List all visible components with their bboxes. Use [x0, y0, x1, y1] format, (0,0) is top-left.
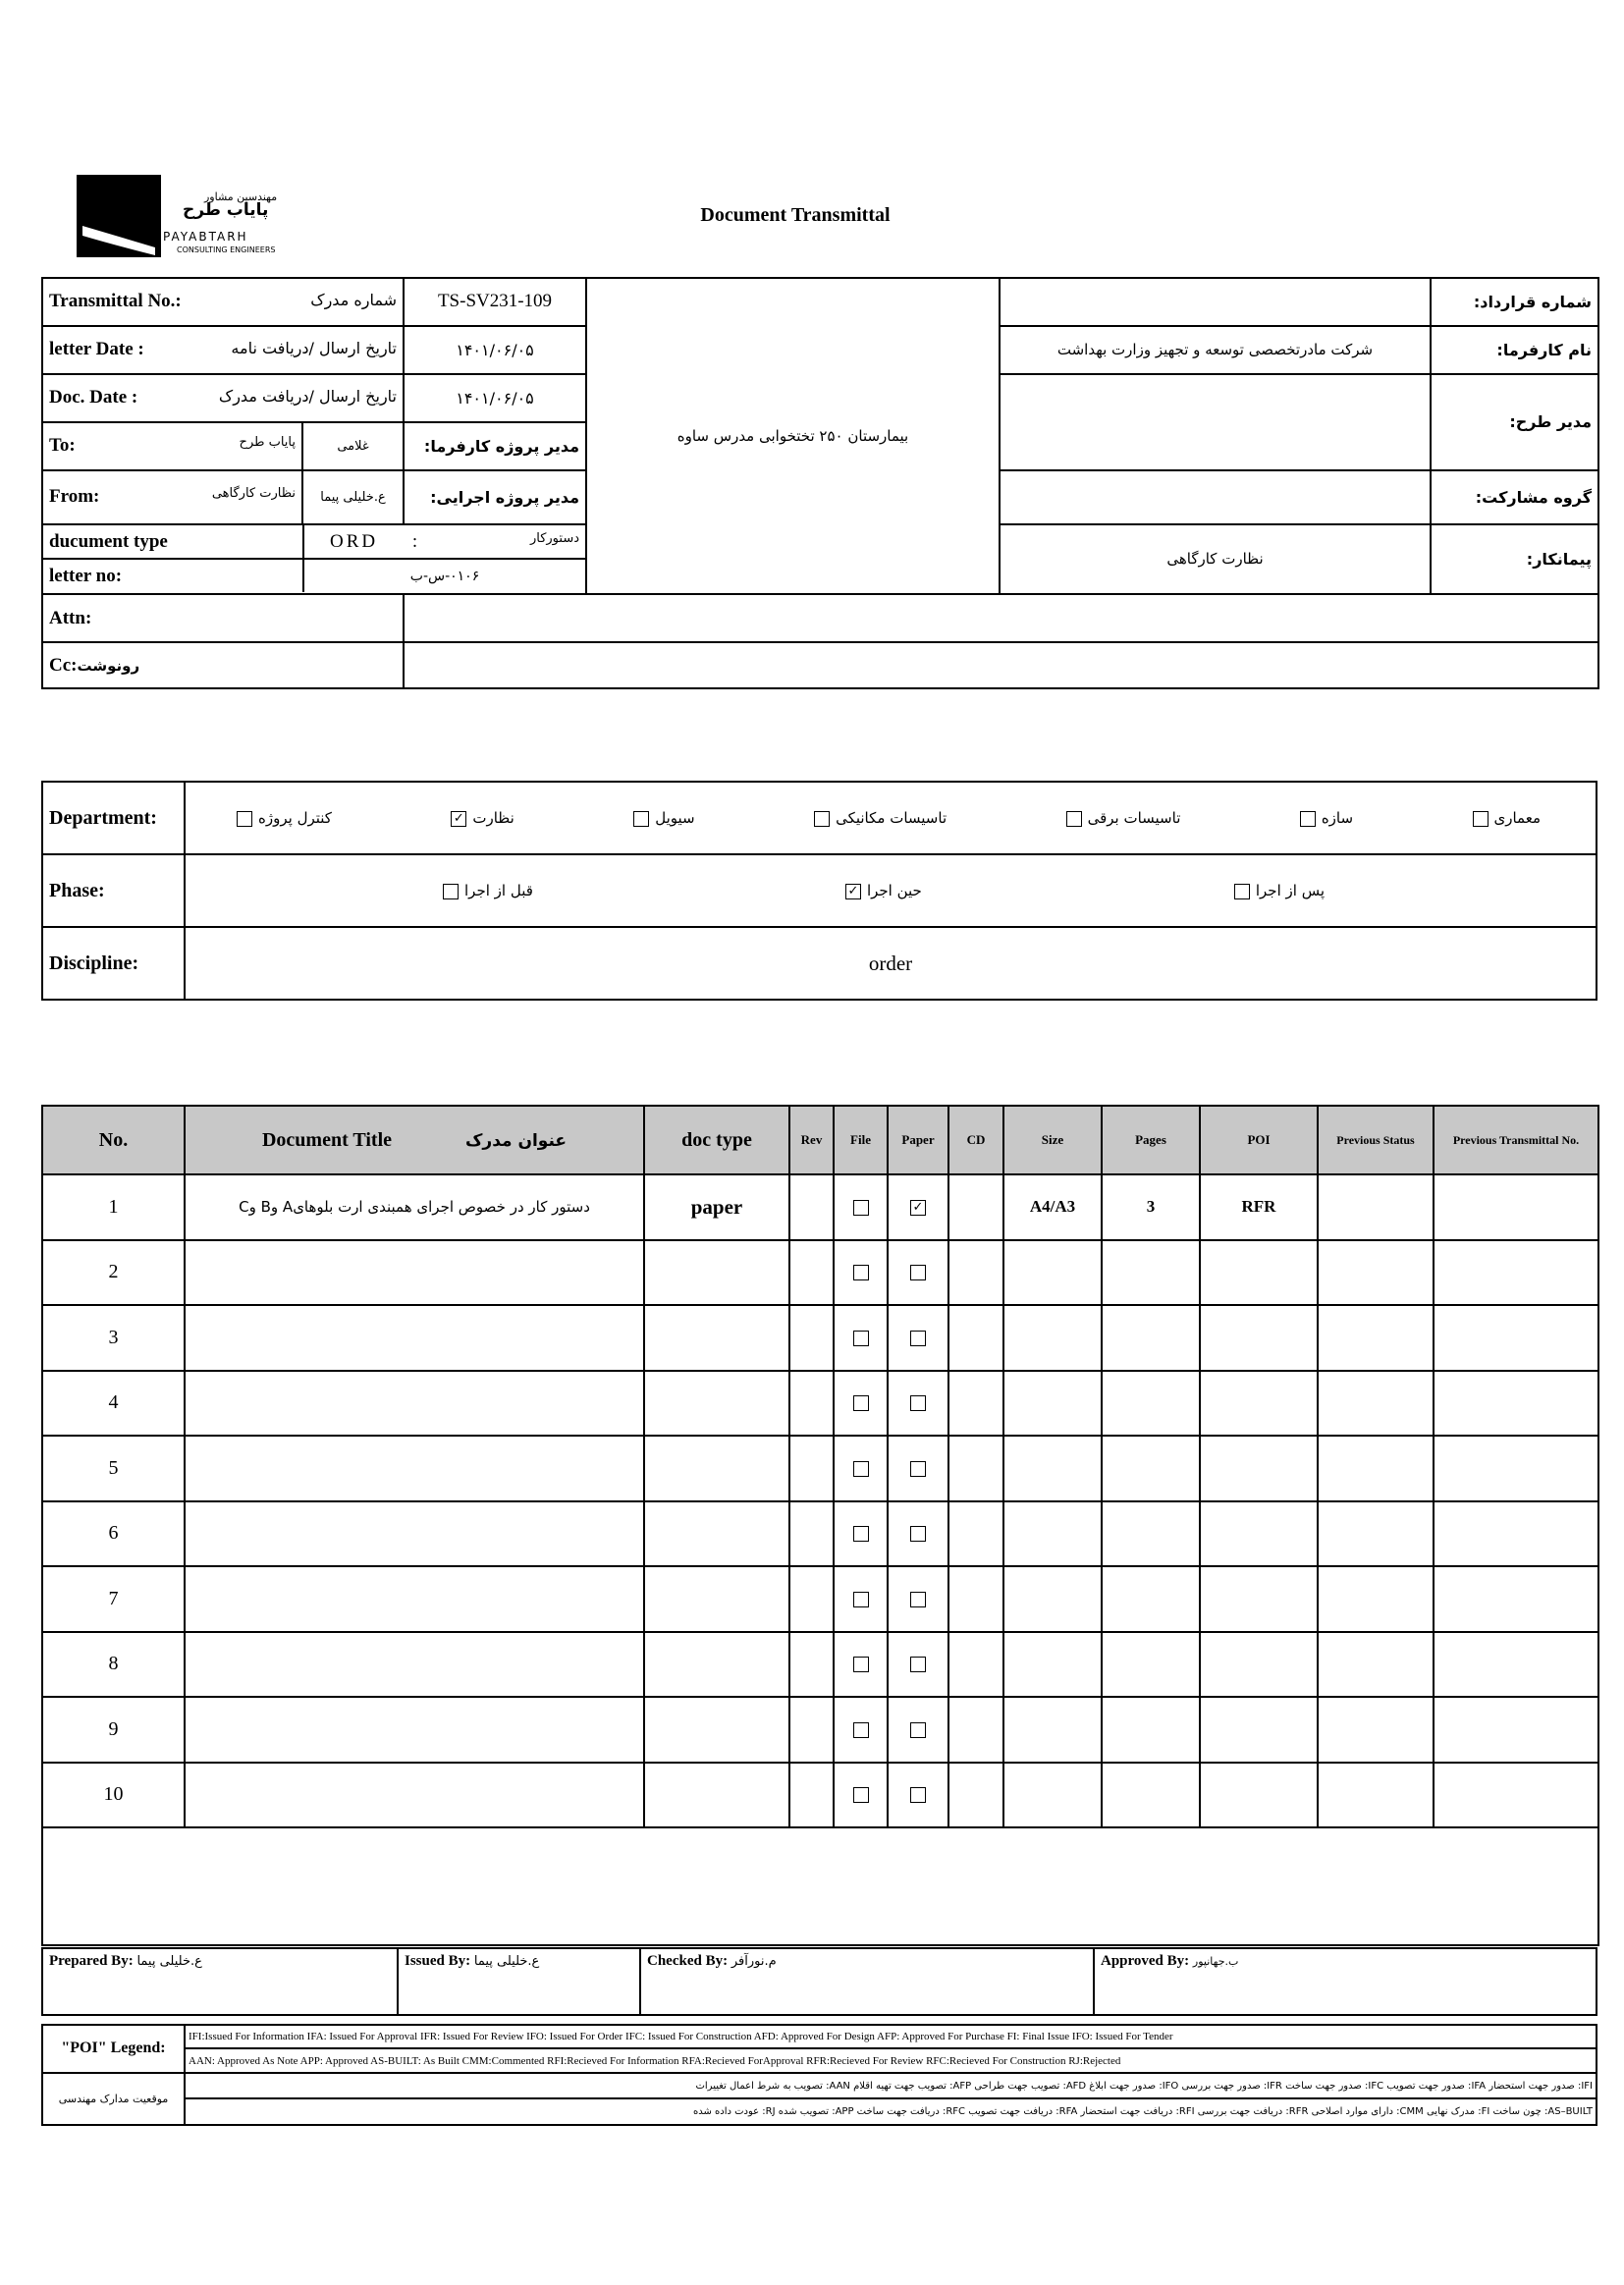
cell-paper[interactable] — [888, 1566, 948, 1632]
cell-size — [1003, 1501, 1102, 1567]
cell-pages: 3 — [1102, 1174, 1200, 1240]
cell-cd — [948, 1371, 1003, 1437]
cell-pages — [1102, 1566, 1200, 1632]
transmittal-no-label-cell — [42, 278, 404, 326]
sig-checked-label: Checked By: — [647, 1953, 729, 1969]
checkbox-icon[interactable] — [853, 1787, 869, 1803]
cell-paper[interactable] — [888, 1763, 948, 1828]
cell-title — [185, 1240, 644, 1306]
cell-no: 8 — [42, 1632, 185, 1698]
signatures-table — [41, 1947, 1597, 2016]
cell-size — [1003, 1305, 1102, 1371]
table-row — [42, 1371, 1598, 1437]
cell-doc-type — [644, 1697, 789, 1763]
attn-label: Attn: — [42, 594, 404, 642]
phase-option-label: قبل از اجرا — [464, 882, 533, 899]
header-table — [41, 277, 1599, 689]
cell-file[interactable] — [834, 1566, 888, 1632]
cell-doc-type — [644, 1632, 789, 1698]
cell-pages — [1102, 1240, 1200, 1306]
cell-file[interactable] — [834, 1501, 888, 1567]
department-option[interactable] — [231, 809, 332, 827]
cell-rev — [789, 1174, 834, 1240]
checkbox-icon[interactable] — [853, 1395, 869, 1411]
contract-no-value — [1000, 278, 1431, 326]
cell-title: دستور کار در خصوص اجرای همبندی ارت بلوهایA وB وC — [185, 1174, 644, 1240]
cell-poi — [1200, 1763, 1318, 1828]
table-row — [42, 1697, 1598, 1763]
cell-cd — [948, 1501, 1003, 1567]
cell-file[interactable] — [834, 1371, 888, 1437]
col-no: No. — [42, 1106, 185, 1174]
table-row — [42, 1501, 1598, 1567]
sig-checked — [640, 1948, 1094, 2015]
cell-doc-type: paper — [644, 1174, 789, 1240]
cell-paper[interactable] — [888, 1501, 948, 1567]
cell-file[interactable] — [834, 1763, 888, 1828]
checkbox-icon[interactable] — [853, 1265, 869, 1280]
cell-cd — [948, 1697, 1003, 1763]
cell-doc-type — [644, 1763, 789, 1828]
cell-poi — [1200, 1501, 1318, 1567]
checkbox-icon[interactable] — [1234, 884, 1250, 899]
cell-cd — [948, 1436, 1003, 1501]
col-paper: Paper — [888, 1106, 948, 1174]
phase-label: Phase: — [42, 854, 185, 927]
cell-cd — [948, 1305, 1003, 1371]
phase-options — [185, 854, 1597, 927]
department-option[interactable] — [627, 809, 694, 827]
cell-pages — [1102, 1305, 1200, 1371]
cell-prev-status — [1318, 1697, 1434, 1763]
cell-prev-status — [1318, 1240, 1434, 1306]
department-option[interactable] — [1294, 809, 1353, 827]
cell-title — [185, 1566, 644, 1632]
doc-type-label: ducument type — [43, 525, 303, 559]
doc-date-label-fa: تاریخ ارسال /دریافت مدرک — [218, 387, 397, 407]
checkbox-icon[interactable] — [853, 1331, 869, 1346]
checkbox-icon[interactable] — [910, 1657, 926, 1672]
cell-prev-transmittal — [1434, 1632, 1598, 1698]
checkbox-icon[interactable] — [853, 1592, 869, 1607]
cell-no: 3 — [42, 1305, 185, 1371]
cell-doc-type — [644, 1501, 789, 1567]
sig-checked-value: م.نورآفر — [731, 1954, 777, 1969]
checkbox-icon[interactable] — [910, 1461, 926, 1477]
checked-checkbox-icon[interactable]: ✓ — [910, 1200, 926, 1216]
checkbox-icon[interactable] — [1066, 811, 1082, 827]
checkbox-icon[interactable] — [633, 811, 649, 827]
from-person: ع.خلیلی پیما — [302, 470, 404, 524]
company-logo — [77, 175, 283, 263]
table-row — [42, 1240, 1598, 1306]
doc-type-code: ORD — [330, 530, 379, 552]
logo-fa-top: مهندسین مشاور — [204, 190, 278, 203]
partnership-group-label: گروه مشارکت: — [1431, 470, 1598, 524]
cell-paper[interactable] — [888, 1371, 948, 1437]
to-label: To: — [49, 435, 76, 457]
doc-type-values — [303, 525, 585, 559]
phase-option[interactable] — [1228, 882, 1325, 899]
cell-prev-status — [1318, 1763, 1434, 1828]
cell-poi — [1200, 1566, 1318, 1632]
discipline-label: Discipline: — [42, 927, 185, 1000]
table-row — [42, 1566, 1598, 1632]
department-option-label: تاسیسات برقی — [1087, 809, 1181, 827]
from-role: مدیر پروژه اجرایی: — [404, 470, 586, 524]
checkbox-icon[interactable] — [910, 1722, 926, 1738]
cell-no: 10 — [42, 1763, 185, 1828]
cell-size — [1003, 1632, 1102, 1698]
cell-cd — [948, 1566, 1003, 1632]
doc-date-value: ۱۴۰۱/۰۶/۰۵ — [404, 374, 586, 422]
legend-table — [41, 2024, 1597, 2126]
classification-table — [41, 781, 1597, 1001]
col-rev: Rev — [789, 1106, 834, 1174]
cell-size — [1003, 1436, 1102, 1501]
from-label: From: — [49, 486, 100, 508]
cell-no: 4 — [42, 1371, 185, 1437]
checkbox-icon[interactable] — [910, 1526, 926, 1542]
col-pages: Pages — [1102, 1106, 1200, 1174]
client-name-value: شرکت مادرتخصصی توسعه و تجهیز وزارت بهداشت — [1000, 326, 1431, 374]
cell-title — [185, 1763, 644, 1828]
legend-line2: AAN: Approved As Note APP: Approved AS-BUILT: As Built CMM:Commented RFI:Recieved For Information RFA:Recieved ForApproval RFR:Recieved For Review RFC:Recieved For Construction RJ:Rejected — [185, 2048, 1597, 2072]
cell-pages — [1102, 1763, 1200, 1828]
phase-option-label: حین اجرا — [866, 882, 922, 899]
legend-fa-label: موقعیت مدارک مهندسی — [42, 2073, 185, 2125]
cell-paper[interactable] — [888, 1697, 948, 1763]
cell-no: 5 — [42, 1436, 185, 1501]
department-option[interactable] — [1467, 809, 1542, 827]
cell-rev — [789, 1763, 834, 1828]
documents-notes-area — [42, 1827, 1598, 1945]
checkbox-icon[interactable] — [1300, 811, 1316, 827]
phase-option[interactable] — [839, 882, 922, 899]
doc-type-value: دستورکار — [529, 530, 579, 546]
cell-cd — [948, 1240, 1003, 1306]
contractor-value: نظارت کارگاهی — [1000, 524, 1431, 594]
cell-size — [1003, 1566, 1102, 1632]
checked-checkbox-icon[interactable]: ✓ — [845, 884, 861, 899]
cell-size — [1003, 1763, 1102, 1828]
col-cd: CD — [948, 1106, 1003, 1174]
legend-label: "POI" Legend: — [42, 2025, 185, 2073]
cell-poi — [1200, 1632, 1318, 1698]
to-person: غلامی — [302, 422, 404, 470]
table-row — [42, 1436, 1598, 1501]
cell-doc-type — [644, 1305, 789, 1371]
cell-no: 1 — [42, 1174, 185, 1240]
cell-prev-status — [1318, 1305, 1434, 1371]
cell-doc-type — [644, 1436, 789, 1501]
department-option-label: تاسیسات مکانیکی — [836, 809, 947, 827]
phase-option-label: پس از اجرا — [1255, 882, 1325, 899]
cell-poi — [1200, 1371, 1318, 1437]
to-cell — [42, 422, 302, 470]
cell-poi — [1200, 1436, 1318, 1501]
documents-table — [41, 1105, 1599, 1946]
letter-date-label: letter Date : — [49, 339, 144, 360]
checkbox-icon[interactable] — [910, 1395, 926, 1411]
cell-rev — [789, 1240, 834, 1306]
doc-date-label: Doc. Date : — [49, 387, 138, 408]
department-label: Department: — [42, 782, 185, 854]
col-file: File — [834, 1106, 888, 1174]
cell-poi: RFR — [1200, 1174, 1318, 1240]
cell-cd — [948, 1763, 1003, 1828]
project-name: بیمارستان ۲۵۰ تختخوابی مدرس ساوه — [586, 278, 1000, 594]
cell-prev-transmittal — [1434, 1566, 1598, 1632]
from-cell — [42, 470, 302, 524]
checkbox-icon[interactable] — [910, 1331, 926, 1346]
letter-no-value: ۰۱۰۶-س-ب — [409, 568, 480, 584]
from-org: نظارت کارگاهی — [211, 486, 296, 502]
project-manager-label: مدیر طرح: — [1431, 374, 1598, 470]
department-option-label: معماری — [1493, 809, 1541, 827]
cell-poi — [1200, 1240, 1318, 1306]
cell-file[interactable] — [834, 1697, 888, 1763]
legend-fa-line2: AS–BUILT: چون ساخت FI: مدرک نهایی CMM: دارای موارد اصلاحی RFR: دریافت جهت بررسی RFI: دریافت جهت استحضار RFA: دریافت جهت تصویب RFC: دریافت جهت ساخت APP: تصویب شده RJ: عودت داده شده — [185, 2098, 1597, 2125]
col-title — [185, 1106, 644, 1174]
doc-type-letter-cell — [42, 524, 586, 594]
cell-title — [185, 1632, 644, 1698]
checkbox-icon[interactable] — [853, 1200, 869, 1216]
sig-prepared-value: ع.خلیلی پیما — [136, 1954, 202, 1969]
logo-en-sub: CONSULTING ENGINEERS — [177, 245, 276, 254]
col-title-en: Document Title — [261, 1128, 392, 1151]
checkbox-icon[interactable] — [814, 811, 830, 827]
cell-title — [185, 1697, 644, 1763]
transmittal-no-value: TS-SV231-109 — [404, 278, 586, 326]
sig-approved-label: Approved By: — [1101, 1953, 1190, 1969]
cell-prev-transmittal — [1434, 1763, 1598, 1828]
partnership-group-value — [1000, 470, 1431, 524]
col-poi: POI — [1200, 1106, 1318, 1174]
cell-prev-status — [1318, 1436, 1434, 1501]
cell-no: 2 — [42, 1240, 185, 1306]
cell-rev — [789, 1305, 834, 1371]
checkbox-icon[interactable] — [910, 1787, 926, 1803]
department-option[interactable] — [445, 809, 514, 827]
col-size: Size — [1003, 1106, 1102, 1174]
cell-prev-transmittal — [1434, 1436, 1598, 1501]
doc-type-sep: : — [411, 530, 418, 552]
discipline-value: order — [185, 927, 1597, 1000]
cell-poi — [1200, 1697, 1318, 1763]
checkbox-icon[interactable] — [910, 1592, 926, 1607]
col-title-fa: عنوان مدرک — [465, 1130, 568, 1151]
checkbox-icon[interactable] — [1473, 811, 1489, 827]
department-option-label: نظارت — [472, 809, 514, 827]
checkbox-icon[interactable] — [443, 884, 459, 899]
cell-doc-type — [644, 1566, 789, 1632]
cell-doc-type — [644, 1371, 789, 1437]
cc-label-fa: رونوشت — [77, 656, 140, 675]
cell-prev-transmittal — [1434, 1501, 1598, 1567]
sig-issued-label: Issued By: — [405, 1953, 471, 1969]
cell-no: 9 — [42, 1697, 185, 1763]
cell-file[interactable] — [834, 1174, 888, 1240]
cell-prev-transmittal — [1434, 1371, 1598, 1437]
table-row — [42, 1632, 1598, 1698]
cell-rev — [789, 1697, 834, 1763]
cc-cell — [42, 642, 404, 688]
page-title: Document Transmittal — [700, 204, 891, 226]
client-name-label: نام کارفرما: — [1431, 326, 1598, 374]
cell-file[interactable] — [834, 1632, 888, 1698]
checkbox-icon[interactable] — [853, 1722, 869, 1738]
cell-file[interactable] — [834, 1305, 888, 1371]
department-options — [185, 782, 1597, 854]
cell-prev-transmittal — [1434, 1697, 1598, 1763]
transmittal-no-label-fa: شماره مدرک — [310, 291, 397, 310]
table-row — [42, 1305, 1598, 1371]
doc-date-label-cell — [42, 374, 404, 422]
cell-paper[interactable] — [888, 1240, 948, 1306]
cell-size — [1003, 1371, 1102, 1437]
checkbox-icon[interactable] — [910, 1265, 926, 1280]
cell-title — [185, 1371, 644, 1437]
cell-prev-transmittal — [1434, 1240, 1598, 1306]
logo-mark-icon — [77, 175, 161, 257]
letter-no-label: letter no: — [43, 559, 303, 592]
checked-checkbox-icon[interactable]: ✓ — [451, 811, 466, 827]
cell-paper[interactable] — [888, 1174, 948, 1240]
cell-cd — [948, 1632, 1003, 1698]
logo-fa-name: پایاب طرح — [183, 200, 269, 220]
cell-rev — [789, 1371, 834, 1437]
letter-date-label-cell — [42, 326, 404, 374]
cell-pages — [1102, 1632, 1200, 1698]
cell-pages — [1102, 1436, 1200, 1501]
transmittal-no-label: Transmittal No.: — [49, 291, 182, 312]
attn-value — [404, 594, 1598, 642]
checkbox-icon[interactable] — [853, 1657, 869, 1672]
phase-option[interactable] — [437, 882, 533, 899]
cell-no: 7 — [42, 1566, 185, 1632]
department-option-label: سازه — [1321, 809, 1354, 827]
cell-file[interactable] — [834, 1240, 888, 1306]
cell-doc-type — [644, 1240, 789, 1306]
table-row — [42, 1763, 1598, 1828]
cell-prev-transmittal — [1434, 1174, 1598, 1240]
cell-pages — [1102, 1697, 1200, 1763]
cell-prev-status — [1318, 1174, 1434, 1240]
legend-line1: IFI:Issued For Information IFA: Issued For Approval IFR: Issued For Review IFO: Issued For Order IFC: Issued For Construction AFD: Approved For Design AFP: Approved For Purchase FI: Final Issue IFO: Issued For Tender — [185, 2025, 1597, 2048]
sig-issued-value: ع.خلیلی پیما — [473, 1954, 540, 1969]
cc-value — [404, 642, 1598, 688]
cell-title — [185, 1436, 644, 1501]
col-prev-status: Previous Status — [1318, 1106, 1434, 1174]
contract-no-label: شماره قرارداد: — [1431, 278, 1598, 326]
cell-pages — [1102, 1371, 1200, 1437]
checkbox-icon[interactable] — [853, 1461, 869, 1477]
cell-prev-status — [1318, 1632, 1434, 1698]
to-org: پایاب طرح — [239, 435, 296, 451]
cell-size — [1003, 1697, 1102, 1763]
sig-approved-value: ب.جهانپور — [1192, 1955, 1239, 1968]
cell-size: A4/A3 — [1003, 1174, 1102, 1240]
to-role: مدیر پروژه کارفرما: — [404, 422, 586, 470]
cell-file[interactable] — [834, 1436, 888, 1501]
cell-paper[interactable] — [888, 1305, 948, 1371]
sig-issued — [398, 1948, 640, 2015]
letter-date-value: ۱۴۰۱/۰۶/۰۵ — [404, 326, 586, 374]
project-manager-value — [1000, 374, 1431, 470]
department-option[interactable] — [1060, 809, 1181, 827]
table-row — [42, 1174, 1598, 1240]
cell-no: 6 — [42, 1501, 185, 1567]
col-prev-transmittal: Previous Transmittal No. — [1434, 1106, 1598, 1174]
cell-prev-transmittal — [1434, 1305, 1598, 1371]
sig-prepared — [42, 1948, 398, 2015]
cell-prev-status — [1318, 1501, 1434, 1567]
cell-rev — [789, 1436, 834, 1501]
legend-fa-line1: IFI: صدور جهت استحضار IFA: صدور جهت تصویب IFC: صدور جهت ساخت IFR: صدور جهت بررسی IFO: صدور جهت ابلاغ AFD: تصویب جهت طراحی AFP: تصویب جهت تهیه اقلام AAN: تصویب به شرط اعمال تغییرات — [185, 2073, 1597, 2099]
cell-size — [1003, 1240, 1102, 1306]
cell-rev — [789, 1632, 834, 1698]
cell-cd — [948, 1174, 1003, 1240]
cell-paper[interactable] — [888, 1436, 948, 1501]
cell-prev-status — [1318, 1566, 1434, 1632]
letter-date-label-fa: تاریخ ارسال /دریافت نامه — [231, 339, 397, 358]
sig-prepared-label: Prepared By: — [49, 1953, 134, 1969]
checkbox-icon[interactable] — [853, 1526, 869, 1542]
cell-pages — [1102, 1501, 1200, 1567]
cell-poi — [1200, 1305, 1318, 1371]
department-option-label: سیویل — [655, 809, 695, 827]
department-option[interactable] — [808, 809, 947, 827]
cell-prev-status — [1318, 1371, 1434, 1437]
cell-rev — [789, 1501, 834, 1567]
cell-paper[interactable] — [888, 1632, 948, 1698]
col-doc-type: doc type — [644, 1106, 789, 1174]
cell-title — [185, 1501, 644, 1567]
cell-rev — [789, 1566, 834, 1632]
sig-approved — [1094, 1948, 1597, 2015]
department-option-label: کنترل پروژه — [258, 809, 332, 827]
logo-en-name: PAYABTARH — [163, 230, 248, 244]
contractor-label: پیمانکار: — [1431, 524, 1598, 594]
cell-title — [185, 1305, 644, 1371]
checkbox-icon[interactable] — [237, 811, 252, 827]
cc-label: Cc: — [49, 654, 78, 676]
